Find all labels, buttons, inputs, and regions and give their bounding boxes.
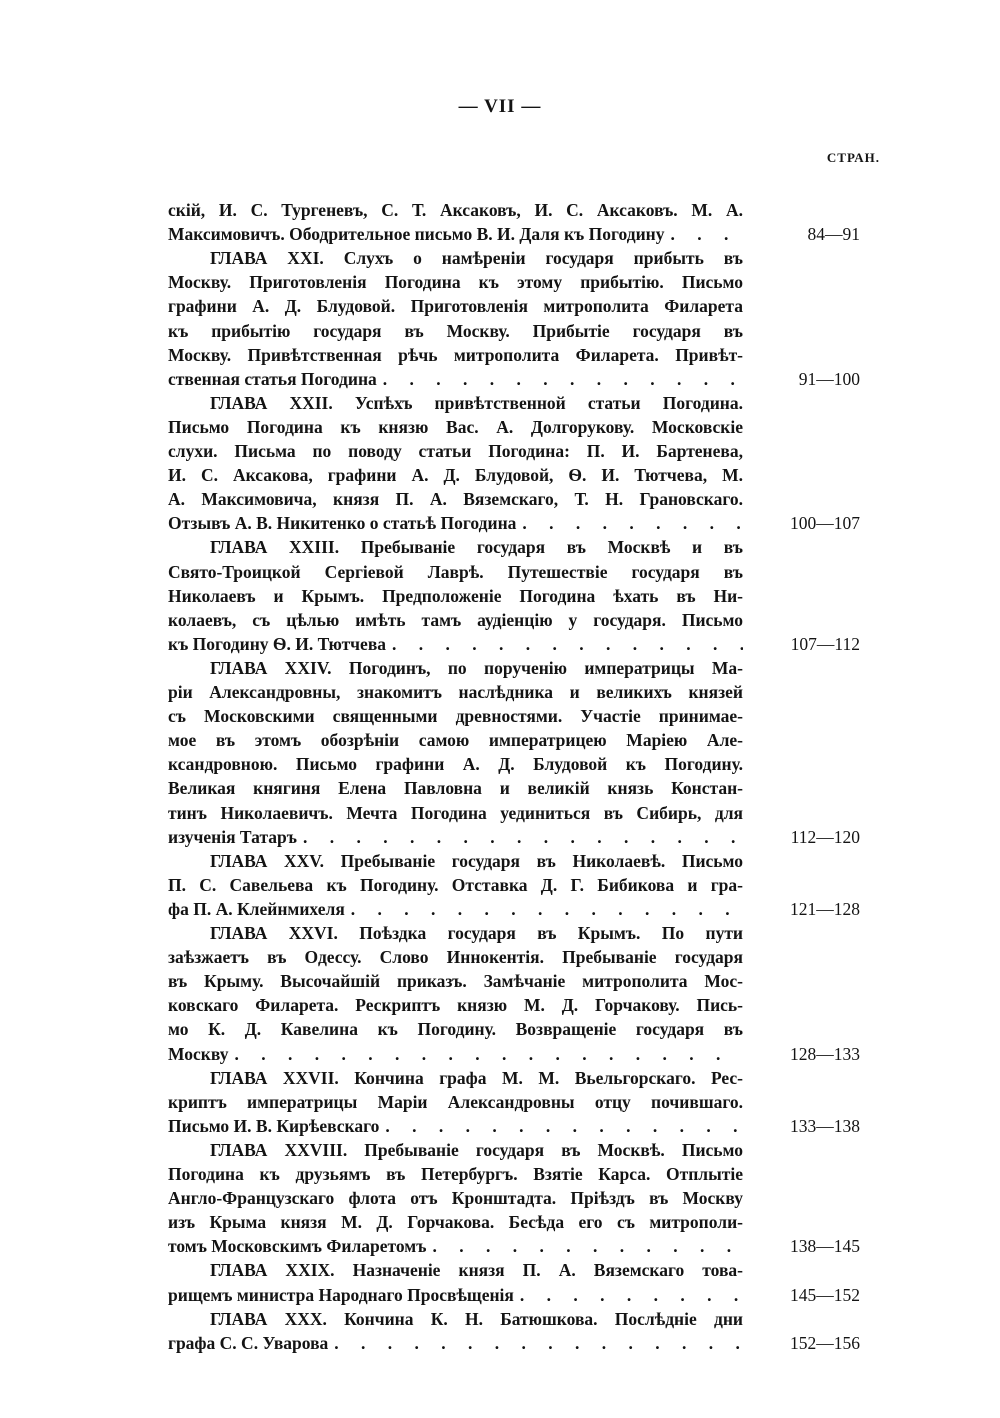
- toc-line: [168, 825, 743, 849]
- page-range: 128—133: [790, 1043, 860, 1064]
- toc-line: съ Московскими священными древностями. Участіе принимае-: [168, 706, 743, 727]
- toc-line: [168, 1331, 743, 1355]
- toc-line: [168, 632, 743, 656]
- dot-leader: [351, 897, 743, 921]
- dot-leader: [671, 222, 743, 246]
- toc-line: [168, 897, 743, 921]
- page-range: 145—152: [790, 1284, 860, 1305]
- dot-leader: [303, 825, 743, 849]
- dot-leader: [334, 1331, 743, 1355]
- toc-line: ГЛАВА XXIV. Погодинъ, по порученію императрицы Ма-: [210, 657, 743, 678]
- toc-line: мо К. Д. Кавелина къ Погодину. Возвращеніе государя въ: [168, 1019, 743, 1040]
- page-number: — VII —: [458, 96, 542, 117]
- page-range: 138—145: [790, 1236, 860, 1257]
- toc-line: ГЛАВА XXVI. Поѣздка государя въ Крымъ. По пути: [210, 923, 743, 943]
- toc-line: ріи Александровны, знакомитъ наслѣдника и великихъ князей: [168, 682, 743, 702]
- toc-line: ГЛАВА XXV. Пребываніе государя въ Николаевѣ. Письмо: [210, 850, 743, 871]
- page-range: 91—100: [798, 368, 860, 389]
- dot-leader: [383, 367, 743, 391]
- toc-line: Москву. Приготовленія Погодина къ этому прибытію. Письмо: [168, 272, 743, 293]
- toc-line: графини А. Д. Блудовой. Приготовленія митрополита Филарета: [168, 296, 743, 317]
- toc-line: И. С. Аксакова, графини А. Д. Блудовой, Ѳ. И. Тютчева, М.: [168, 465, 743, 486]
- toc-line: колаевъ, съ цѣлью имѣть тамъ аудіенцію у государя. Письмо: [168, 609, 743, 630]
- toc-line: ковскаго Филарета. Рескриптъ князю М. Д. Горчакову. Пись-: [168, 995, 743, 1016]
- toc-line: Москву. Привѣтственная рѣчь митрополита Филарета. Привѣт-: [168, 344, 743, 365]
- toc-line-text: Письмо И. В. Кирѣевскаго: [168, 1115, 380, 1136]
- dot-leader: [520, 1283, 743, 1307]
- page-range: 152—156: [790, 1332, 860, 1353]
- toc-line: ГЛАВА XXX. Кончина К. Н. Батюшкова. Послѣдніе дни: [210, 1308, 743, 1329]
- dot-leader: [235, 1042, 744, 1066]
- toc-line: Николаевъ и Крымъ. Предположеніе Погодина ѣхать въ Ни-: [168, 585, 743, 606]
- dot-leader: [432, 1234, 743, 1258]
- toc-line: изъ Крыма князя М. Д. Горчакова. Бесѣда его съ митрополи-: [168, 1212, 743, 1233]
- toc-line: ГЛАВА XXVIII. Пребываніе государя въ Москвѣ. Письмо: [210, 1139, 743, 1160]
- toc-line-text: изученія Татаръ: [168, 826, 297, 847]
- toc-line: [168, 1042, 743, 1066]
- toc-line-text: фа П. А. Клейнмихеля: [168, 898, 345, 919]
- toc-line: заѣзжаетъ въ Одессу. Слово Иннокентія. Пребываніе государя: [168, 947, 743, 968]
- toc-line: ГЛАВА XXVII. Кончина графа М. М. Вьельгорскаго. Рес-: [210, 1067, 743, 1088]
- toc-line: [168, 1283, 743, 1307]
- toc-line: [168, 1234, 743, 1258]
- toc-line: [168, 367, 743, 391]
- dot-leader: [522, 511, 743, 535]
- toc-line: Свято-Троицкой Сергіевой Лаврѣ. Путешествіе государя въ: [168, 561, 743, 582]
- pages-column-header: СТРАН.: [826, 150, 880, 165]
- toc-line: [168, 511, 743, 535]
- toc-line: А. Максимовича, князя П. А. Вяземскаго, Т. Н. Грановскаго.: [168, 489, 743, 510]
- toc-line-text: ственная статья Погодина: [168, 368, 377, 389]
- page-range: 112—120: [790, 826, 860, 847]
- page-range: 121—128: [790, 898, 860, 919]
- toc-line: П. С. Савельева къ Погодину. Отставка Д. Г. Бибикова и гра-: [168, 874, 743, 895]
- toc-line: ГЛАВА XXII. Успѣхъ привѣтственной статьи Погодина.: [210, 392, 743, 413]
- toc-line: ГЛАВА XXIX. Назначеніе князя П. А. Вяземскаго това-: [210, 1260, 743, 1281]
- dot-leader: [392, 632, 743, 656]
- page-range: 84—91: [807, 224, 860, 245]
- dot-leader: [385, 1114, 743, 1138]
- page-range: 133—138: [790, 1115, 860, 1136]
- toc-line: мое въ этомъ обозрѣніи самою императрицею Маріею Але-: [168, 730, 743, 751]
- toc-line-text: томъ Московскимъ Филаретомъ: [168, 1236, 427, 1257]
- page-range: 107—112: [790, 633, 860, 654]
- toc-line: [168, 222, 743, 246]
- toc-line: слухи. Письма по поводу статьи Погодина: П. И. Бартенева,: [168, 441, 743, 461]
- toc-line-text: графа С. С. Уварова: [168, 1332, 329, 1353]
- toc-line: ксандровною. Письмо графини А. Д. Блудовой къ Погодину.: [168, 754, 743, 775]
- toc-line: къ прибытію государя въ Москву. Прибытіе государя въ: [168, 320, 743, 341]
- toc-line-text: рищемъ министра Народнаго Просвѣщенія: [168, 1284, 514, 1305]
- toc-line-text: Отзывъ А. В. Никитенко о статьѣ Погодина: [168, 513, 517, 534]
- toc-line: ГЛАВА XXI. Слухъ о намѣреніи государя прибыть въ: [210, 248, 743, 269]
- toc-line: ГЛАВА XXIII. Пребываніе государя въ Москвѣ и въ: [210, 537, 743, 558]
- toc-line: Письмо Погодина къ князю Вас. А. Долгорукову. Московскіе: [168, 416, 743, 437]
- toc-line-text: къ Погодину Ѳ. И. Тютчева: [168, 633, 387, 654]
- toc-line: Великая княгиня Елена Павловна и великій князь Констан-: [168, 778, 743, 799]
- page-range: 100—107: [790, 513, 860, 534]
- toc-line-text: Максимовичъ. Ободрительное письмо В. И. Даля къ Погодину: [168, 224, 665, 245]
- toc-line: скій, И. С. Тургеневъ, С. Т. Аксаковъ, И. С. Аксаковъ. М. А.: [168, 200, 743, 220]
- toc-line: криптъ императрицы Маріи Александровны отцу почившаго.: [168, 1091, 743, 1112]
- toc-line: въ Крыму. Высочайшій приказъ. Замѣчаніе митрополита Мос-: [168, 971, 743, 992]
- toc-line: [168, 1114, 743, 1138]
- toc-line-text: Москву: [168, 1043, 229, 1064]
- toc-line: Погодина къ друзьямъ въ Петербургъ. Взятіе Карса. Отплытіе: [168, 1164, 743, 1184]
- toc-line: тинъ Николаевичъ. Мечта Погодина уединиться въ Сибирь, для: [168, 802, 743, 823]
- toc-line: Англо-Французскаго флота отъ Кронштадта. Пріѣздъ въ Москву: [168, 1188, 743, 1209]
